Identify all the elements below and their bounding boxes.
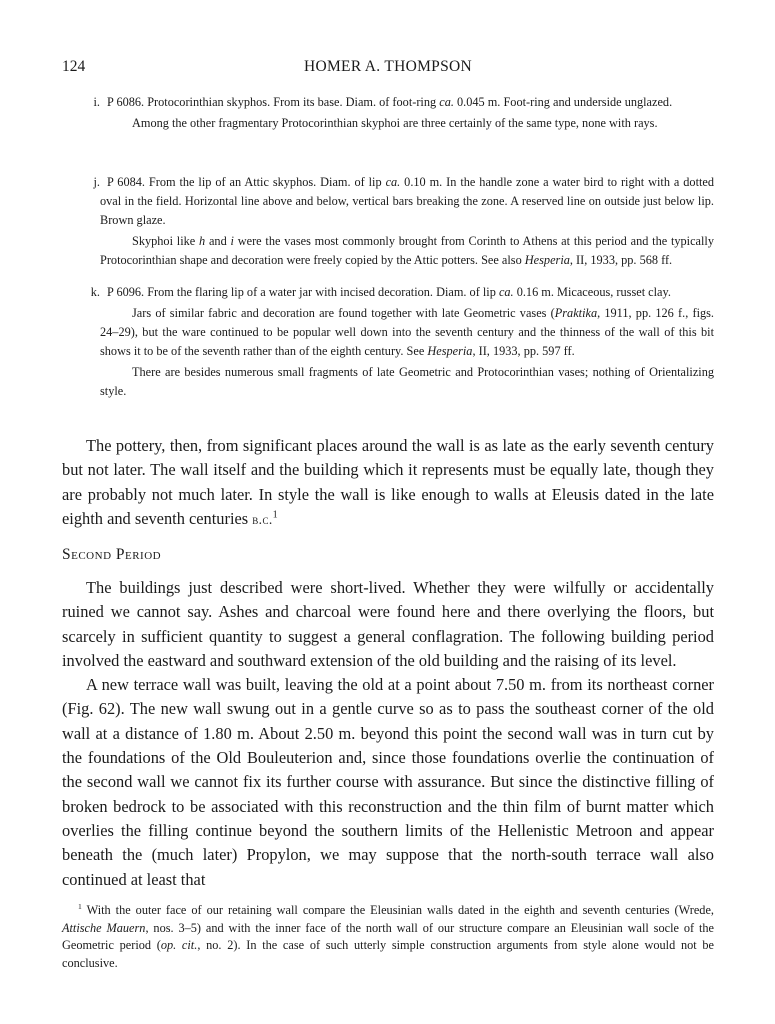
catalogue-label: j. [93,175,100,189]
catalogue-entry-text: P 6084. From the lip of an Attic skyphos. Diam. of lip ca. 0.10 m. In the handle zone a water bird to right with a dotted oval in the field. Horizontal line above and below, vertical bars breaking the zone. A reserved line on outside just below lip. Brown glaze. [100,175,715,227]
catalogue-note: Skyphoi like h and i were the vases most commonly brought from Corinth to Athens at this period and the typically Protocorinthian shape and decoration were freely copied by the Attic potters. See also Hesperia, II, 1933, pp. 568 ff. [100,234,714,267]
catalogue-entry-text: P 6096. From the flaring lip of a water jar with incised decoration. Diam. of lip ca. 0.16 m. Micaceous, russet clay. [107,285,671,299]
section-heading: Second Period [62,546,162,563]
paragraph-text: The pottery, then, from significant places around the wall is as late as the early seventh century but not later. The wall itself and the building which it represents must be equally late, though they are probably not much later. In style the wall is like enough to walls at Eleusis dated in the late eighth and seventh centuries b.c.$^1$ [62,436,714,528]
catalogue-entry-text: P 6086. Protocorinthian skyphos. From its base. Diam. of foot-ring ca. 0.045 m. Foot-ring and underside unglazed. [107,95,673,109]
paragraph: The buildings just described were short-lived. Whether they were wilfully or accidentally ruined we cannot say. Ashes and charcoal were found here and there overlying the floors, but scarcely in sufficient quantity to suggest a general conflagration. The following building period involved the eastward and southward extension of the old building and the raising of its level. [62,578,714,670]
page-number: 124 [62,58,86,75]
catalogue-label: k. [90,285,100,299]
catalogue-entry-k [62,283,714,401]
second-period-body [62,576,714,892]
running-title: HOMER A. THOMPSON [303,58,473,75]
catalogue-entry-i [62,93,714,133]
footnote-text: $^1$ With the outer face of our retaining wall compare the Eleusinian walls dated in the eighth and seventh centuries (Wrede, Attische Mauern, nos. 3–5) and with the inner face of the north wall of our structure compare an Eleusinian wall socle of the Geometric period (op. cit., no. 2). In the case of such utterly simple construction arguments from style alone would not be conclusive. [62,901,715,970]
catalogue-note: Jars of similar fabric and decoration are found together with late Geometric vases (Praktika, 1911, pp. 126 f., figs. 24–29), but the ware continued to be popular well down into the seventh century and the thinness of the wall of this bit shows it to be of the seventh rather than of the eighth century. See Hesperia, II, 1933, pp. 597 ff. [100,306,714,358]
paragraph: A new terrace wall was built, leaving the old at a point about 7.50 m. from its northeast corner (Fig. 62). The new wall swung out in a gentle curve so as to pass the southeast corner of the old wall at a distance of 1.80 m. About 2.50 m. beyond this point the second wall was in turn cut by the foundations of the Old Bouleuterion and, since those foundations overlie the continuation of the second wall we cannot fix its further course with assurance. But since the distinctive filling of broken bedrock to be associated with this reconstruction and the thin film of burnt matter which overlies the filling continue beyond the southern limits of the Hellenistic Metroon and appear beneath the (much later) Propylon, we may suppose that the north-south terrace wall also continued at least that [62,675,714,889]
catalogue-label: i. [93,95,100,109]
running-header [62,58,714,80]
catalogue-entry-j [62,173,714,270]
catalogue-note-additional: There are besides numerous small fragments of late Geometric and Protocorinthian vases; nothing of Orientalizing style. [100,365,714,398]
catalogue-note: Among the other fragmentary Protocorinthian skyphoi are three certainly of the same type, none with rays. [132,116,658,130]
paragraph-pottery [62,434,714,532]
footnote [62,902,714,972]
